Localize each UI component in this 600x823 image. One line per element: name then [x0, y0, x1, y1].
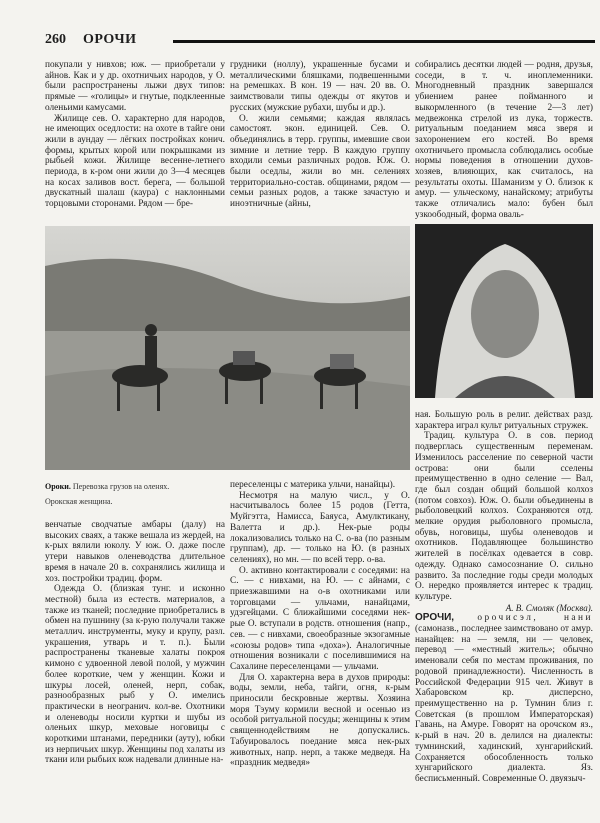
top-column-1 — [45, 60, 225, 210]
paragraph: О. жили семьями; каждая являлась самостоят. экон. единицей. Сев. О. объединялись в терр. группы, имевшие свои зимние и летние терр. В каждую группу входили семьи различных родов. Юж. О. были оседлы, жили во мн. селениях территориально-состав. общинами, рядом — семьи разных родов, а также зачастую и иноэтничные (айны, — [230, 113, 410, 210]
paragraph: покупали у нивхов; юж. — приобретали у айнов. Как и у др. охотничьих народов, у О. были распространены лыжи двух типов: прямые — «голицы» и гнутые, подклеенные оленьими камусами. — [45, 60, 225, 113]
page-header — [45, 32, 595, 50]
paragraph: венчатые сводчатые амбары (далу) на высоких сваях, а также вешала из жердей, на к-рых вялили юколу. У юж. О. даже после утери навыков оленеводства длительное время в начале 20 в. сохранялись жилища и хоз. постройки традиц. форм. — [45, 520, 225, 584]
paragraph: грудники (ноллу), украшенные бусами и металлическими бляшками, подвешенными на ремешках. В кон. 19 — нач. 20 вв. О. заимствовали типы одежды от якутов и русских (мужские рубахи, шубы и др.). — [230, 60, 410, 113]
bottom-column-3 — [415, 410, 593, 785]
top-column-3 — [415, 60, 593, 221]
page-number: 260 — [45, 32, 66, 47]
author-signature: А. В. Смоляк (Москва). — [505, 602, 593, 613]
photo-orok-woman — [415, 224, 593, 398]
bottom-column-1 — [45, 520, 225, 766]
paragraph: Одежда О. (близкая тунг. и исконно местной) была из естеств. материалов, а также из тканей; последние приобретались в обмен на пушнину (за к-рую получали также металлич. инструменты, муку и крупу, разл. украшения, утварь и т. п.). Были распространены тканевые халаты покроя кимоно с удвоенной левой полой, у мужчин более короткие, чем у женщин. Кожи и шкуры лосей, оленей, нерп, собак, разнообразных рыб у О. имелись практически в неогранич. кол-ве. Охотники и оленеводы носили куртки и шубы из оленьих шкур, меховые ноговицы с короткими штанами, передники (ауту), юбки из нерпичьих шкур. Женщины под халаты из ткани или рыбьих кож надевали длинные на- — [45, 584, 225, 766]
header-rule — [173, 40, 595, 43]
paragraph: Несмотря на малую числ., у О. насчитывалось более 15 родов (Гетта, Муйгэтта, Намисса, Баяуса, Амулктикану, Валетта и др.). Нек-рые роды локализовались только на С. о-ва (по разным группам), др. — только на Ю. (в разных селениях), но мн. — по всей терр. о-ва. — [230, 490, 410, 565]
paragraph: переселенцы с материка ульчи, нанайцы). — [230, 480, 396, 490]
paragraph: О. активно контактировали с соседями: на С. — с нивхами, на Ю. — с айнами, с приезжавшими на о-в охотниками или торговцами — ульчами, нанайцами, удэгейцами. С ближайшими соседями нек-рые О. вступали в родств. отношения (напр., сев. — с нивхами, своеобразные экзогамные «союзы родов» типа «доха»). Аналогичные отношения возникали с поселившимися на Сахалине переселенцами — ульчами. — [230, 565, 410, 672]
entry-orochi — [415, 613, 593, 784]
photo-caption-2: Орокская женщина. — [45, 497, 113, 506]
paragraph: собирались десятки людей — родня, друзья, соседи, в т. ч. иноплеменники. Многодневный праздник завершался убиением ранее пойманного и выкормленного (в течение 2—3 лет) медвежонка стрелой из лука, торжеств. ритуальным поеданием мяса зверя и захоронением его костей. Во время охотничьего промысла соблюдались особые нормы поведения в отношении духов-хозяев, влияющих, как считалось, на результаты охоты. Шаманизм у О. близок к амур. — ульческому, нанайскому; атрибуты также отличались мало: бубен был узкоободный, форма оваль- — [415, 60, 593, 220]
entry-variants: орочисэл, нани — [477, 613, 593, 624]
entry-headword: ОРОЧИ, — [415, 612, 455, 624]
photo-caption-1 — [45, 482, 225, 491]
photo-reindeer-caravan — [45, 226, 410, 470]
paragraph: Традиц. культура О. в сов. период подверглась существенным переменам. Изменилось расселение по северной части острова: они были сселены преимущественно в одно селение — Вал, где был создан общий большой колхоз (потом совхоз). Юж. О. были объединены в рыболовецкий колхоз. Сохраняются отд. мелкие орудия рыболовного промысла, обувь, ноговицы, шубы оленеводов и охотников. Подавляющее большинство жителей в посёлках одевается в совр. одежду. Однако самосознание О. сильно развито. За последние годы среди молодых О. нередко проявляется интерес к традиц. культуре. — [415, 431, 593, 602]
paragraph: Для О. характерна вера в духов природы: воды, земли, неба, тайги, огня, к-рым приносили бескровные жертвы. Хозяина моря Тэуму кормили весной и осенью из особой ритуальной посуды; женщины к этим священнодействиям не допускались. Табуировалось поедание мяса нек-рых животных, напр. нерп, а также медведя. На «праздник медведя» — [230, 672, 410, 769]
caption-text: Перевозка грузов на оленях. — [72, 482, 170, 491]
bottom-column-2 — [230, 480, 410, 769]
entry-text: (самоназв., последнее заимствовано от амур. нанайцев: на — земля, ни — человек, перевод — «местный житель»; обычно именовали себя по местам проживания, по родовой принадлежности). Численность в Российской Федерации 915 чел. Живут в Хабаровском кр. дисперсно, преимущественно на р. Тумнин близ г. Советская (в прошлом Императорская) Гавань, на Амуре. Говорят на орочском яз., к-рый в нач. 20 в. делился на диалекты: тумнинский, хадинский, хунгарийский. Сохраняется обособленность только хунгарийского диалекта. Яз. бесписьменный. Современные О. двуязыч- — [415, 624, 593, 784]
top-column-2 — [230, 60, 410, 210]
caption-bold-label: Ороки. — [45, 482, 71, 491]
running-title: ОРОЧИ — [83, 32, 137, 47]
paragraph: ная. Большую роль в религ. действах разд. характера играл культ ритуальных стружек. — [415, 410, 593, 431]
paragraph: Жилище сев. О. характерно для народов, не имеющих оседлости: на охоте в тайге они жили в аундау — лёгких постройках конич. формы, крытых корой или покрышками из рыбьей кожи. Жилище весенне-летнего периода, в к-ром они жили до 3—4 месяцев на косах заливов вост. берега, — большой двускатный шалаш (каура) с наклонными торцовыми сторонами. Рядом — бре- — [45, 113, 225, 210]
